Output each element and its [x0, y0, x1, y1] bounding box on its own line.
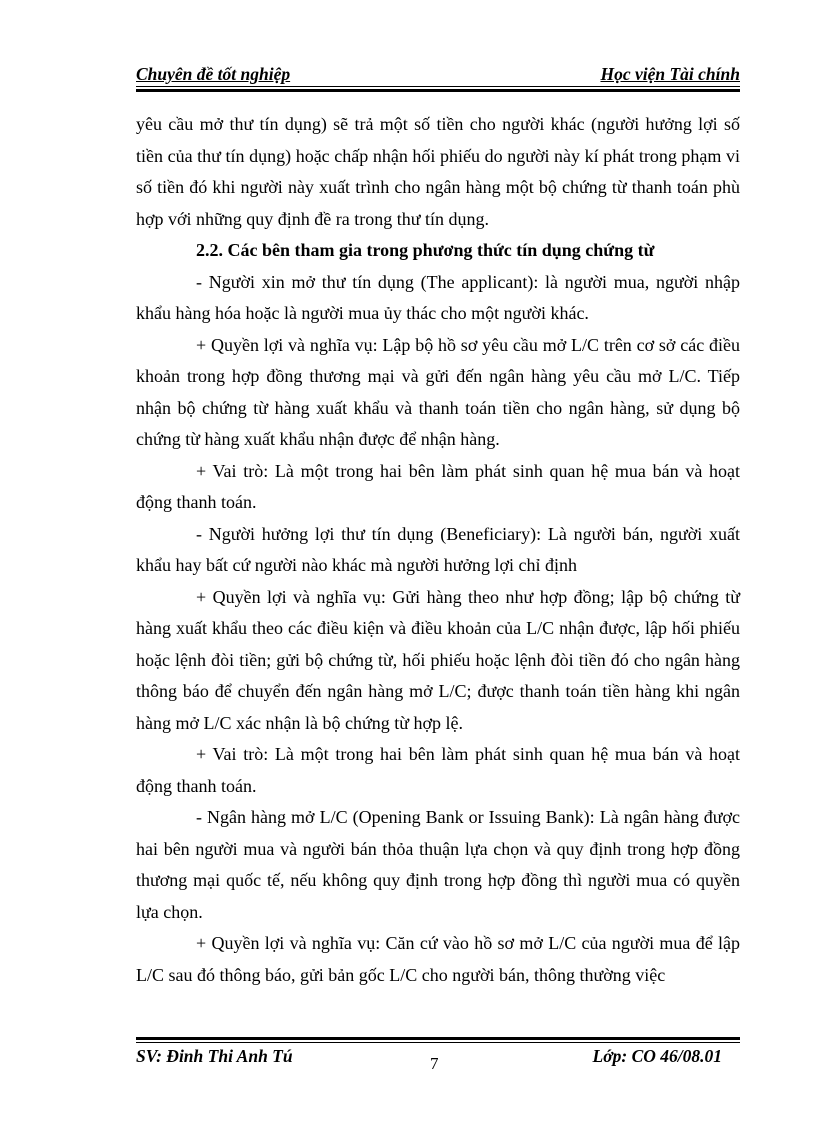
paragraph-applicant-rights: + Quyền lợi và nghĩa vụ: Lập bộ hồ sơ yêu cầu mở L/C trên cơ sở các điều khoản trong hợp đồng thương mại và gửi đến ngân hàng yêu cầu mở L/C. Tiếp nhận bộ chứng từ hàng xuất khẩu và thanh toán tiền cho ngân hàng, sử dụng bộ chứng từ hàng xuất khẩu nhận được để nhận hàng.	[136, 334, 740, 449]
page-header	[136, 64, 740, 86]
header-right-title: Học viện Tài chính	[600, 64, 740, 84]
paragraph-issuing-bank-rights: + Quyền lợi và nghĩa vụ: Căn cứ vào hồ sơ mở L/C của người mua để lập L/C sau đó thông báo, gửi bản gốc L/C cho người bán, thông thường việc	[136, 933, 740, 985]
footer-student-name: SV: Đinh Thi Anh Tú	[136, 1046, 293, 1066]
header-rule-thin	[136, 86, 740, 87]
header-rule-thick	[136, 89, 740, 92]
paragraph-continuation: yêu cầu mở thư tín dụng) sẽ trả một số tiền cho người khác (người hưởng lợi số tiền của thư tín dụng) hoặc chấp nhận hối phiếu do người này kí phát trong phạm vi số tiền đó khi người này xuất trình cho ngân hàng một bộ chứng từ thanh toán phù hợp với những quy định đề ra trong thư tín dụng.	[136, 114, 740, 229]
paragraph-beneficiary-role: + Vai trò: Là một trong hai bên làm phát sinh quan hệ mua bán và hoạt động thanh toán.	[136, 744, 740, 796]
document-body	[136, 109, 740, 991]
footer-rule-thick	[136, 1037, 740, 1040]
footer-class-code: Lớp: CO 46/08.01	[592, 1046, 722, 1066]
paragraph-beneficiary-rights: + Quyền lợi và nghĩa vụ: Gửi hàng theo như hợp đồng; lập bộ chứng từ hàng xuất khẩu theo các điều kiện và điều khoản của L/C nhận được, lập hối phiếu hoặc lệnh đòi tiền; gửi bộ chứng từ, hối phiếu hoặc lệnh đòi tiền đó cho ngân hàng thông báo để chuyển đến ngân hàng mở L/C; được thanh toán tiền hàng khi ngân hàng mở L/C xác nhận là bộ chứng từ hợp lệ.	[136, 586, 740, 733]
paragraph-applicant: - Người xin mở thư tín dụng (The applicant): là người mua, người nhập khẩu hàng hóa hoặc là người mua ủy thác cho một người khác.	[136, 271, 740, 323]
paragraph-beneficiary: - Người hưởng lợi thư tín dụng (Beneficiary): Là người bán, người xuất khẩu hay bất cứ người nào khác mà người hưởng lợi chỉ định	[136, 523, 740, 575]
page-footer	[136, 1046, 740, 1073]
page-number: 7	[430, 1054, 439, 1073]
footer-rule-thin	[136, 1042, 740, 1043]
paragraph-applicant-role: + Vai trò: Là một trong hai bên làm phát sinh quan hệ mua bán và hoạt động thanh toán.	[136, 460, 740, 512]
header-left-title: Chuyên đề tốt nghiệp	[136, 64, 291, 84]
paragraph-issuing-bank: - Ngân hàng mở L/C (Opening Bank or Issuing Bank): Là ngân hàng được hai bên người mua và người bán thỏa thuận lựa chọn và quy định trong hợp đồng thương mại quốc tế, nếu không quy định trong hợp đồng thì người mua có quyền lựa chọn.	[136, 807, 740, 922]
section-heading: 2.2. Các bên tham gia trong phương thức tín dụng chứng từ	[196, 240, 655, 260]
